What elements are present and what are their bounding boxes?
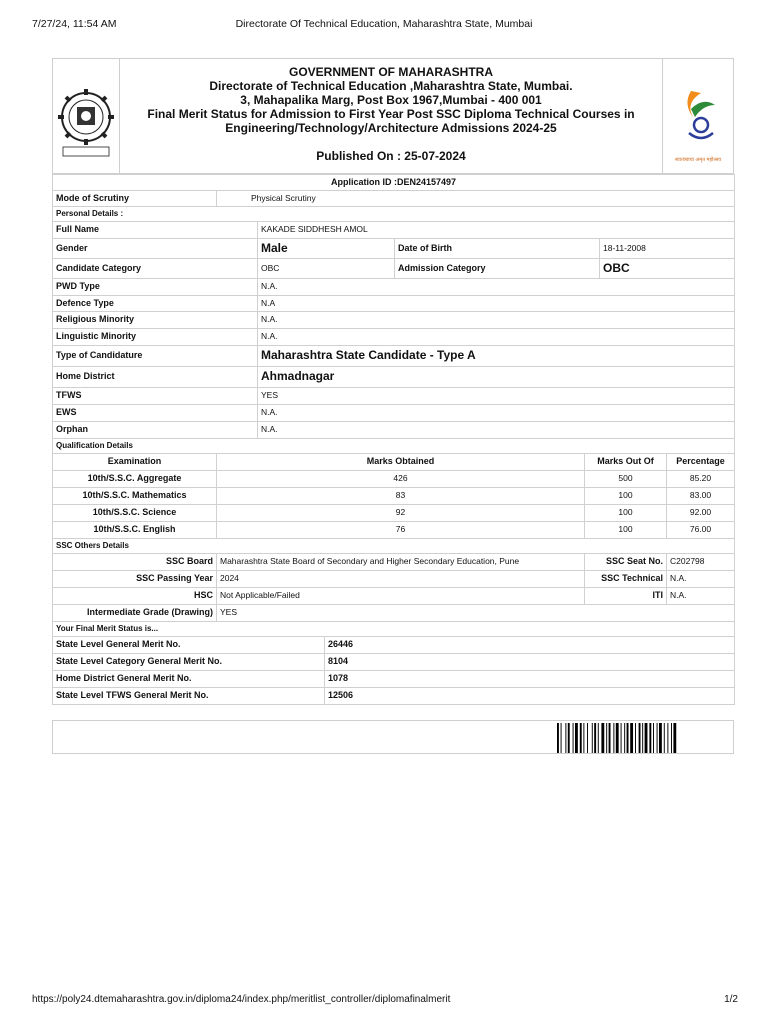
table-row	[53, 654, 735, 671]
qualification-details-label: Qualification Details	[53, 439, 735, 454]
qual-exam: 10th/S.S.C. Aggregate	[53, 471, 217, 488]
pwd-label: PWD Type	[53, 279, 258, 296]
application-id: Application ID :DEN24157497	[53, 175, 735, 191]
dob-value: 18-11-2008	[600, 239, 735, 259]
amrit-mahotsav-logo-icon	[662, 59, 733, 173]
qual-header-examination: Examination	[53, 454, 217, 471]
orphan-value: N.A.	[258, 422, 735, 439]
tfws-label: TFWS	[53, 388, 258, 405]
merit-status-label: Your Final Merit Status is...	[53, 622, 735, 637]
merit-label: State Level Category General Merit No.	[53, 654, 325, 671]
merit-value: 12506	[325, 688, 735, 705]
qual-out-of: 500	[585, 471, 667, 488]
qual-percentage: 76.00	[667, 522, 735, 539]
ssc-seat-value: C202798	[667, 554, 735, 571]
qual-exam: 10th/S.S.C. English	[53, 522, 217, 539]
qual-out-of: 100	[585, 505, 667, 522]
iti-label: ITI	[585, 588, 667, 605]
home-district-label: Home District	[53, 367, 258, 388]
qual-exam: 10th/S.S.C. Mathematics	[53, 488, 217, 505]
print-page-number: 1/2	[724, 994, 738, 1005]
religious-minority-value: N.A.	[258, 312, 735, 329]
ssc-board-label: SSC Board	[53, 554, 217, 571]
gender-value: Male	[258, 239, 395, 259]
table-row	[53, 637, 735, 654]
qual-marks: 92	[217, 505, 585, 522]
qual-header-percentage: Percentage	[667, 454, 735, 471]
linguistic-minority-label: Linguistic Minority	[53, 329, 258, 346]
admission-category-value: OBC	[600, 259, 735, 279]
qual-header-marks-out-of: Marks Out Of	[585, 454, 667, 471]
qual-percentage: 92.00	[667, 505, 735, 522]
merit-label: Home District General Merit No.	[53, 671, 325, 688]
ssc-technical-value: N.A.	[667, 571, 735, 588]
merit-table	[52, 621, 735, 705]
mode-of-scrutiny-value: Physical Scrutiny	[251, 192, 316, 203]
ssc-others-table	[52, 538, 735, 622]
tfws-value: YES	[258, 388, 735, 405]
qual-out-of: 100	[585, 488, 667, 505]
qual-header-marks-obtained: Marks Obtained	[217, 454, 585, 471]
qual-percentage: 85.20	[667, 471, 735, 488]
gender-label: Gender	[53, 239, 258, 259]
print-url: https://poly24.dtemaharashtra.gov.in/diploma24/index.php/meritlist_controller/diplomafinalmerit	[32, 994, 451, 1005]
full-name-value: KAKADE SIDDHESH AMOL	[258, 222, 735, 239]
defence-label: Defence Type	[53, 296, 258, 312]
qual-marks: 83	[217, 488, 585, 505]
document-header	[52, 58, 734, 174]
ews-value: N.A.	[258, 405, 735, 422]
orphan-label: Orphan	[53, 422, 258, 439]
dob-label: Date of Birth	[395, 239, 600, 259]
candidature-value: Maharashtra State Candidate - Type A	[258, 346, 735, 367]
admission-category-label: Admission Category	[395, 259, 600, 279]
home-district-value: Ahmadnagar	[258, 367, 735, 388]
linguistic-minority-value: N.A.	[258, 329, 735, 346]
iti-value: N.A.	[667, 588, 735, 605]
barcode-box	[52, 720, 734, 754]
hsc-label: HSC	[53, 588, 217, 605]
ssc-passing-year-value: 2024	[217, 571, 585, 588]
full-name-label: Full Name	[53, 222, 258, 239]
merit-value: 26446	[325, 637, 735, 654]
mode-of-scrutiny-label: Mode of Scrutiny	[53, 191, 217, 207]
print-timestamp: 7/27/24, 11:54 AM	[32, 18, 117, 30]
header-text	[119, 65, 663, 163]
merit-label: State Level TFWS General Merit No.	[53, 688, 325, 705]
pwd-value: N.A.	[258, 279, 735, 296]
header-line-5: Engineering/Technology/Architecture Admissions 2024-25	[225, 121, 557, 135]
qual-out-of: 100	[585, 522, 667, 539]
drawing-label: Intermediate Grade (Drawing)	[53, 605, 217, 622]
ews-label: EWS	[53, 405, 258, 422]
header-line-2: Directorate of Technical Education ,Maharashtra State, Mumbai.	[209, 79, 573, 93]
header-line-1: GOVERNMENT OF MAHARASHTRA	[289, 65, 493, 79]
hsc-value: Not Applicable/Failed	[217, 588, 585, 605]
candidature-label: Type of Candidature	[53, 346, 258, 367]
merit-value: 8104	[325, 654, 735, 671]
candidate-category-label: Candidate Category	[53, 259, 258, 279]
merit-value: 1078	[325, 671, 735, 688]
merit-label: State Level General Merit No.	[53, 637, 325, 654]
qualification-table	[52, 453, 735, 539]
print-page-title: Directorate Of Technical Education, Maharashtra State, Mumbai	[235, 18, 533, 30]
qual-marks: 426	[217, 471, 585, 488]
table-row	[53, 522, 735, 539]
qual-percentage: 83.00	[667, 488, 735, 505]
qual-exam: 10th/S.S.C. Science	[53, 505, 217, 522]
merit-status-sheet	[52, 58, 734, 705]
ssc-passing-year-label: SSC Passing Year	[53, 571, 217, 588]
candidate-category-value: OBC	[258, 259, 395, 279]
table-row	[53, 688, 735, 705]
ssc-others-label: SSC Others Details	[53, 539, 735, 554]
table-row	[53, 505, 735, 522]
drawing-value: YES	[217, 605, 735, 622]
religious-minority-label: Religious Minority	[53, 312, 258, 329]
ssc-board-value: Maharashtra State Board of Secondary and Higher Secondary Education, Pune	[217, 554, 585, 571]
qual-marks: 76	[217, 522, 585, 539]
defence-value: N.A	[258, 296, 735, 312]
table-row	[53, 471, 735, 488]
dte-emblem-icon	[53, 59, 120, 173]
personal-details-label: Personal Details :	[53, 207, 735, 222]
ssc-seat-label: SSC Seat No.	[585, 554, 667, 571]
header-line-4: Final Merit Status for Admission to First Year Post SSC Diploma Technical Courses in	[147, 107, 635, 121]
ssc-technical-label: SSC Technical	[585, 571, 667, 588]
barcode-icon	[557, 723, 717, 753]
header-line-3: 3, Mahapalika Marg, Post Box 1967,Mumbai - 400 001	[240, 93, 542, 107]
table-row	[53, 488, 735, 505]
published-date: Published On : 25-07-2024	[316, 149, 466, 163]
right-logo-caption: स्वातंत्र्याचा अमृत महोत्सव	[674, 157, 721, 163]
table-row	[53, 671, 735, 688]
details-table	[52, 174, 735, 454]
